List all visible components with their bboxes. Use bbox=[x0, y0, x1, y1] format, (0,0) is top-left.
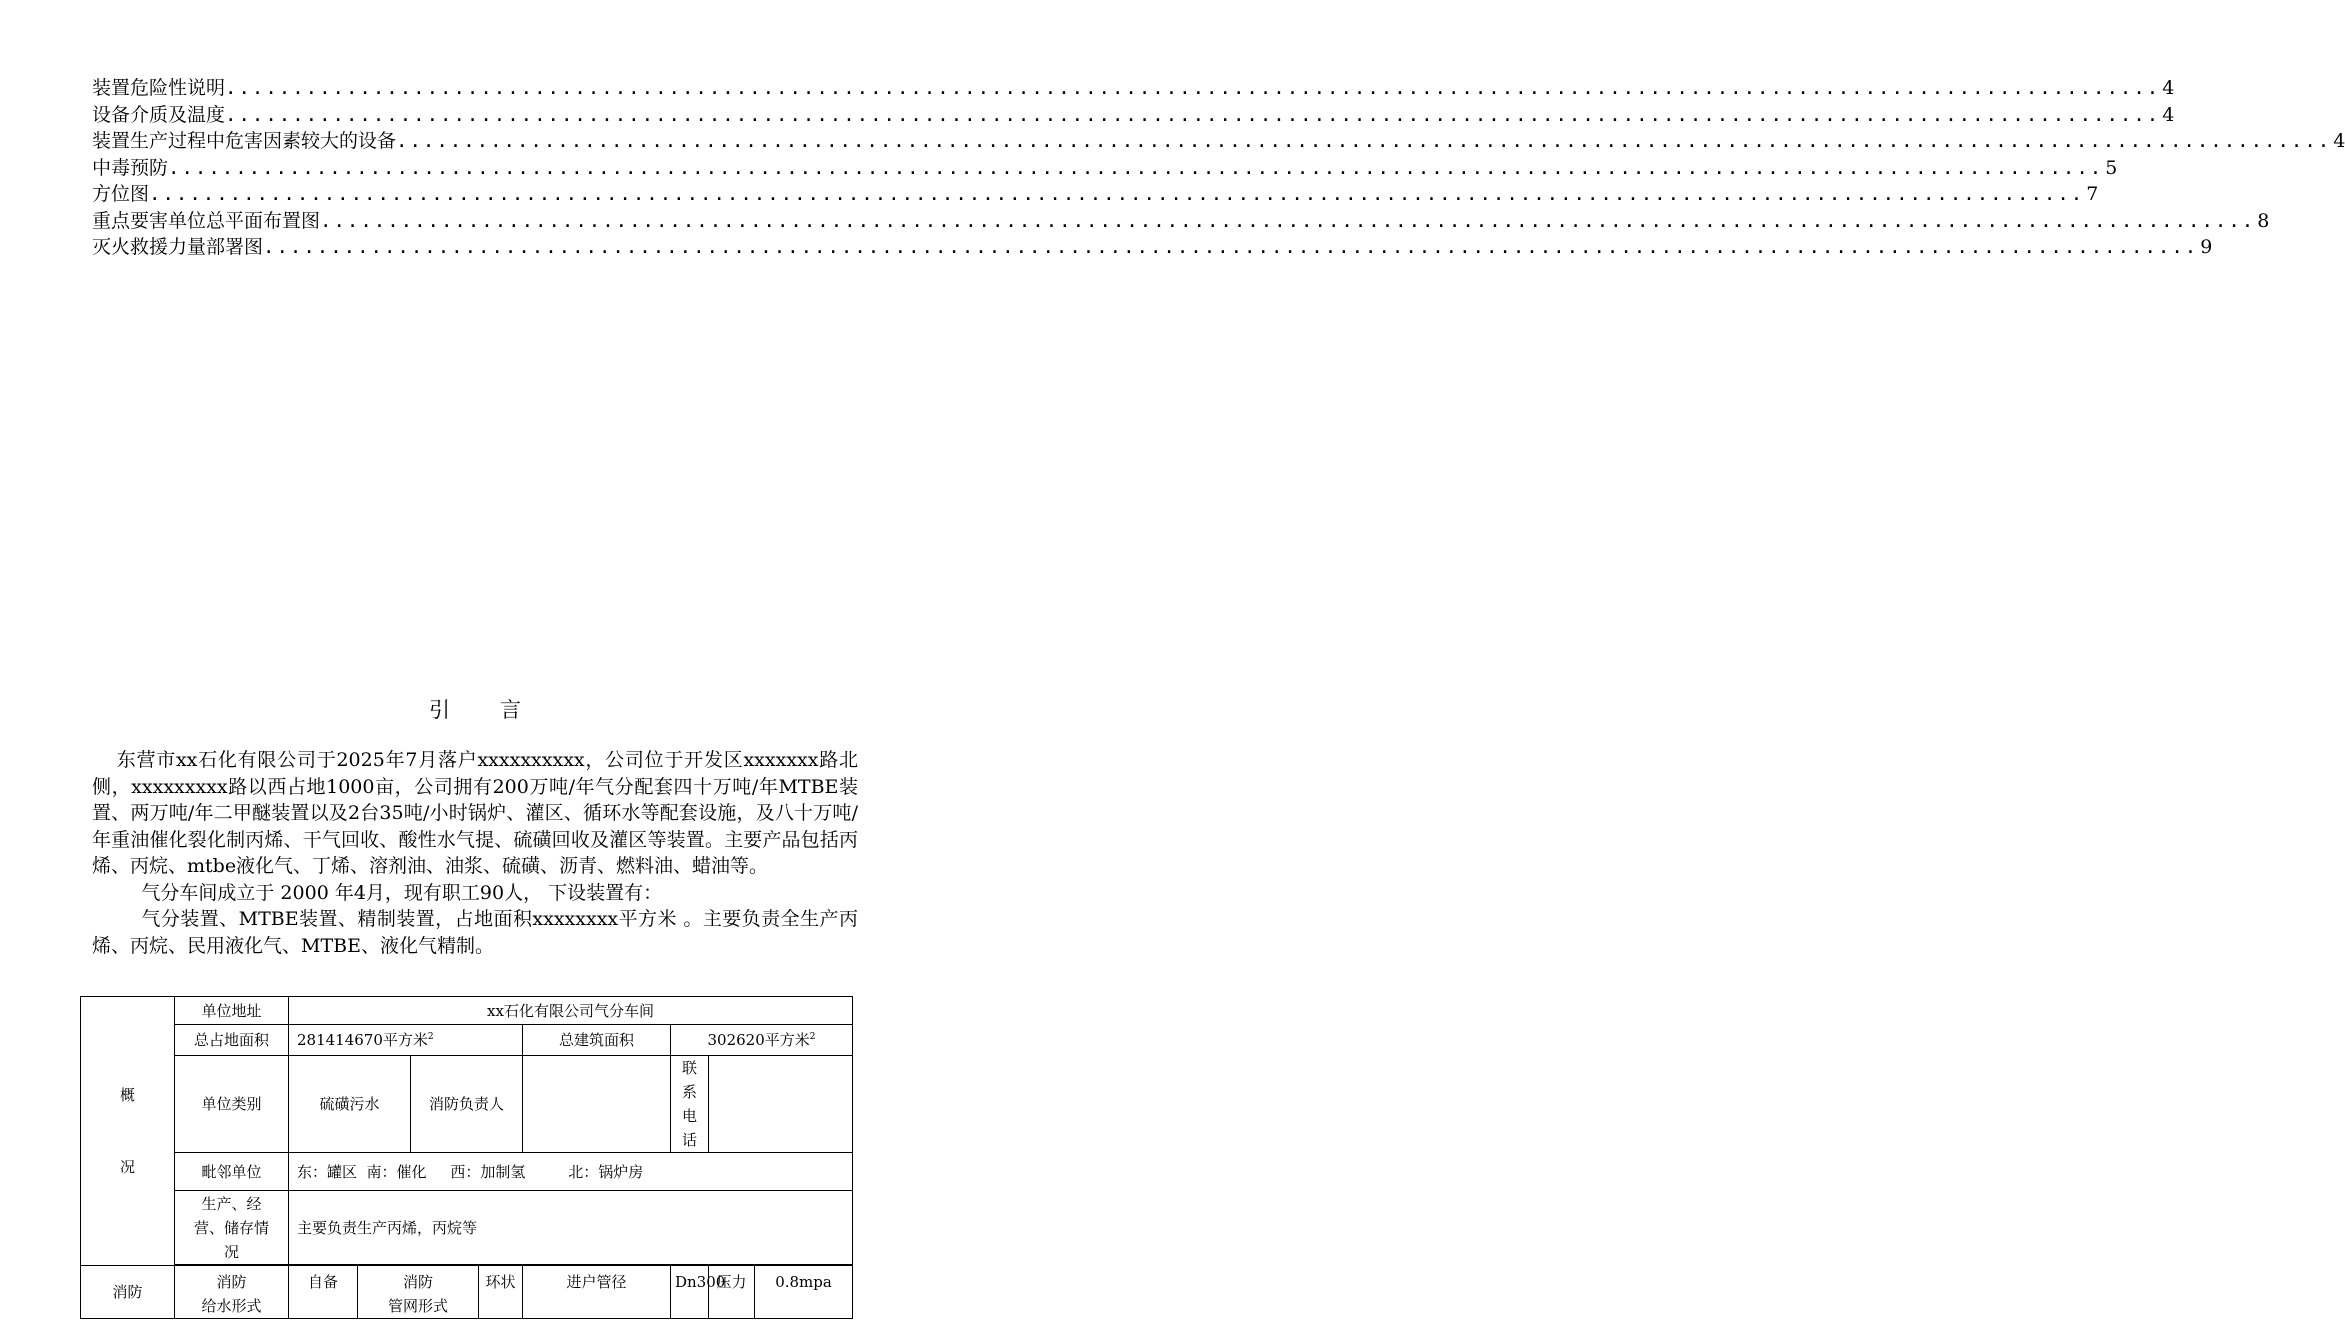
unit-address-label: 单位地址 bbox=[175, 997, 289, 1025]
toc-leader-dots bbox=[149, 181, 2084, 207]
overview-char: 概 bbox=[119, 1086, 135, 1104]
overview-char: 况 bbox=[119, 1158, 135, 1176]
toc-entry-title: 装置危险性说明 bbox=[92, 77, 226, 99]
toc-leader-dots bbox=[320, 208, 2255, 234]
toc-leader-dots bbox=[168, 155, 2103, 181]
toc-entry-page: 5 bbox=[2105, 156, 2118, 179]
intro-paragraph: 气分车间成立于 2000 年4月，现有职工90人， 下设装置有： bbox=[141, 881, 663, 904]
intro-paragraph: 气分装置、MTBE装置、精制装置，占地面积xxxxxxxx平方米 。主要负责全生产丙烯、丙烷、民用液化气、MTBE、液化气精制。 bbox=[92, 908, 858, 957]
toc-entry-title: 装置生产过程中危害因素较大的设备 bbox=[92, 130, 397, 152]
toc-entry-page: 7 bbox=[2086, 183, 2099, 205]
intro-body bbox=[92, 747, 858, 959]
area-superscript: 2 bbox=[809, 1032, 816, 1042]
unit-address-value: xx石化有限公司气分车间 bbox=[289, 997, 853, 1025]
toc-entry-title: 设备介质及温度 bbox=[92, 103, 226, 126]
building-area-label: 总建筑面积 bbox=[523, 1025, 671, 1056]
pipe-network-value: 环状 bbox=[479, 1266, 523, 1319]
toc-leader-dots bbox=[263, 234, 2198, 260]
operations-value: 主要负责生产丙烯，丙烷等 bbox=[289, 1191, 853, 1265]
fire-manager-label: 消防负责人 bbox=[411, 1056, 523, 1153]
pressure-label: 压力 bbox=[709, 1266, 755, 1319]
toc-leader-dots bbox=[225, 75, 2160, 101]
unit-type-value: 硫磺污水 bbox=[289, 1056, 411, 1153]
phone-label: 联系电话 bbox=[671, 1056, 709, 1153]
toc-entry-page: 9 bbox=[2200, 236, 2213, 258]
inlet-diameter-label: 进户管径 bbox=[523, 1266, 671, 1319]
unit-type-label: 单位类别 bbox=[175, 1056, 289, 1153]
fire-label: 消防 bbox=[81, 1266, 175, 1319]
toc-entry-page: 4 bbox=[2162, 77, 2175, 99]
toc-entry[interactable] bbox=[92, 181, 2099, 208]
fire-manager-value bbox=[523, 1056, 671, 1153]
water-supply-value: 自备 bbox=[289, 1266, 358, 1319]
area-superscript: 2 bbox=[427, 1032, 434, 1042]
toc-entry[interactable] bbox=[92, 75, 2175, 102]
overview-table bbox=[80, 996, 853, 1319]
inlet-diameter-value: Dn300 bbox=[671, 1266, 709, 1319]
toc-entry[interactable] bbox=[92, 234, 2213, 261]
toc-leader-dots bbox=[396, 128, 2331, 154]
toc-entry-title: 方位图 bbox=[92, 183, 150, 205]
pressure-value: 0.8mpa bbox=[755, 1266, 853, 1319]
phone-value bbox=[709, 1056, 853, 1153]
toc-entry[interactable] bbox=[92, 155, 2118, 182]
pipe-network-label: 消防 管网形式 bbox=[358, 1266, 479, 1319]
toc-entry-title: 重点要害单位总平面布置图 bbox=[92, 209, 321, 232]
operations-label: 生产、经 营、储存情 况 bbox=[175, 1191, 289, 1265]
toc-leader-dots bbox=[225, 102, 2160, 128]
toc-entry[interactable] bbox=[92, 128, 2345, 155]
toc-entry-title: 中毒预防 bbox=[92, 156, 169, 179]
overview-header-cell bbox=[81, 997, 175, 1266]
section-title: 引言 bbox=[429, 698, 571, 722]
toc-entry-title: 灭火救援力量部署图 bbox=[92, 236, 264, 258]
toc-entry[interactable] bbox=[92, 102, 2175, 129]
toc-entry-page: 4 bbox=[2333, 130, 2345, 152]
building-area-value: 302620平方米$^2$ bbox=[671, 1025, 853, 1056]
neighbors-label: 毗邻单位 bbox=[175, 1153, 289, 1191]
toc-entry[interactable] bbox=[92, 208, 2270, 235]
table-of-contents bbox=[92, 75, 2345, 261]
toc-entry-page: 8 bbox=[2257, 209, 2270, 232]
water-supply-label: 消防 给水形式 bbox=[175, 1266, 289, 1319]
total-area-label: 总占地面积 bbox=[175, 1025, 289, 1056]
neighbors-value: 东：罐区 南：催化 西：加制氢 北：锅炉房 bbox=[289, 1153, 853, 1191]
toc-entry-page: 4 bbox=[2162, 103, 2175, 126]
total-area-value: 281414670平方米$^2$ bbox=[289, 1025, 523, 1056]
intro-paragraph: 东营市xx石化有限公司于2025年7月落户xxxxxxxxxx，公司位于开发区xxxxxxx路北侧，xxxxxxxxx路以西占地1000亩，公司拥有200万吨/年气分配套四十万吨/年MTBE装置、两万吨/年二甲醚装置以及2台35吨/小时锅炉、灌区、循环水等配套设施，及八十万吨/年重油催化裂化制丙烯、干气回收、酸性水气提、硫磺回收及灌区等装置。主要产品包括丙烯、丙烷、mtbe液化气、丁烯、溶剂油、油浆、硫磺、沥青、燃料油、蜡油等。 bbox=[92, 749, 858, 877]
